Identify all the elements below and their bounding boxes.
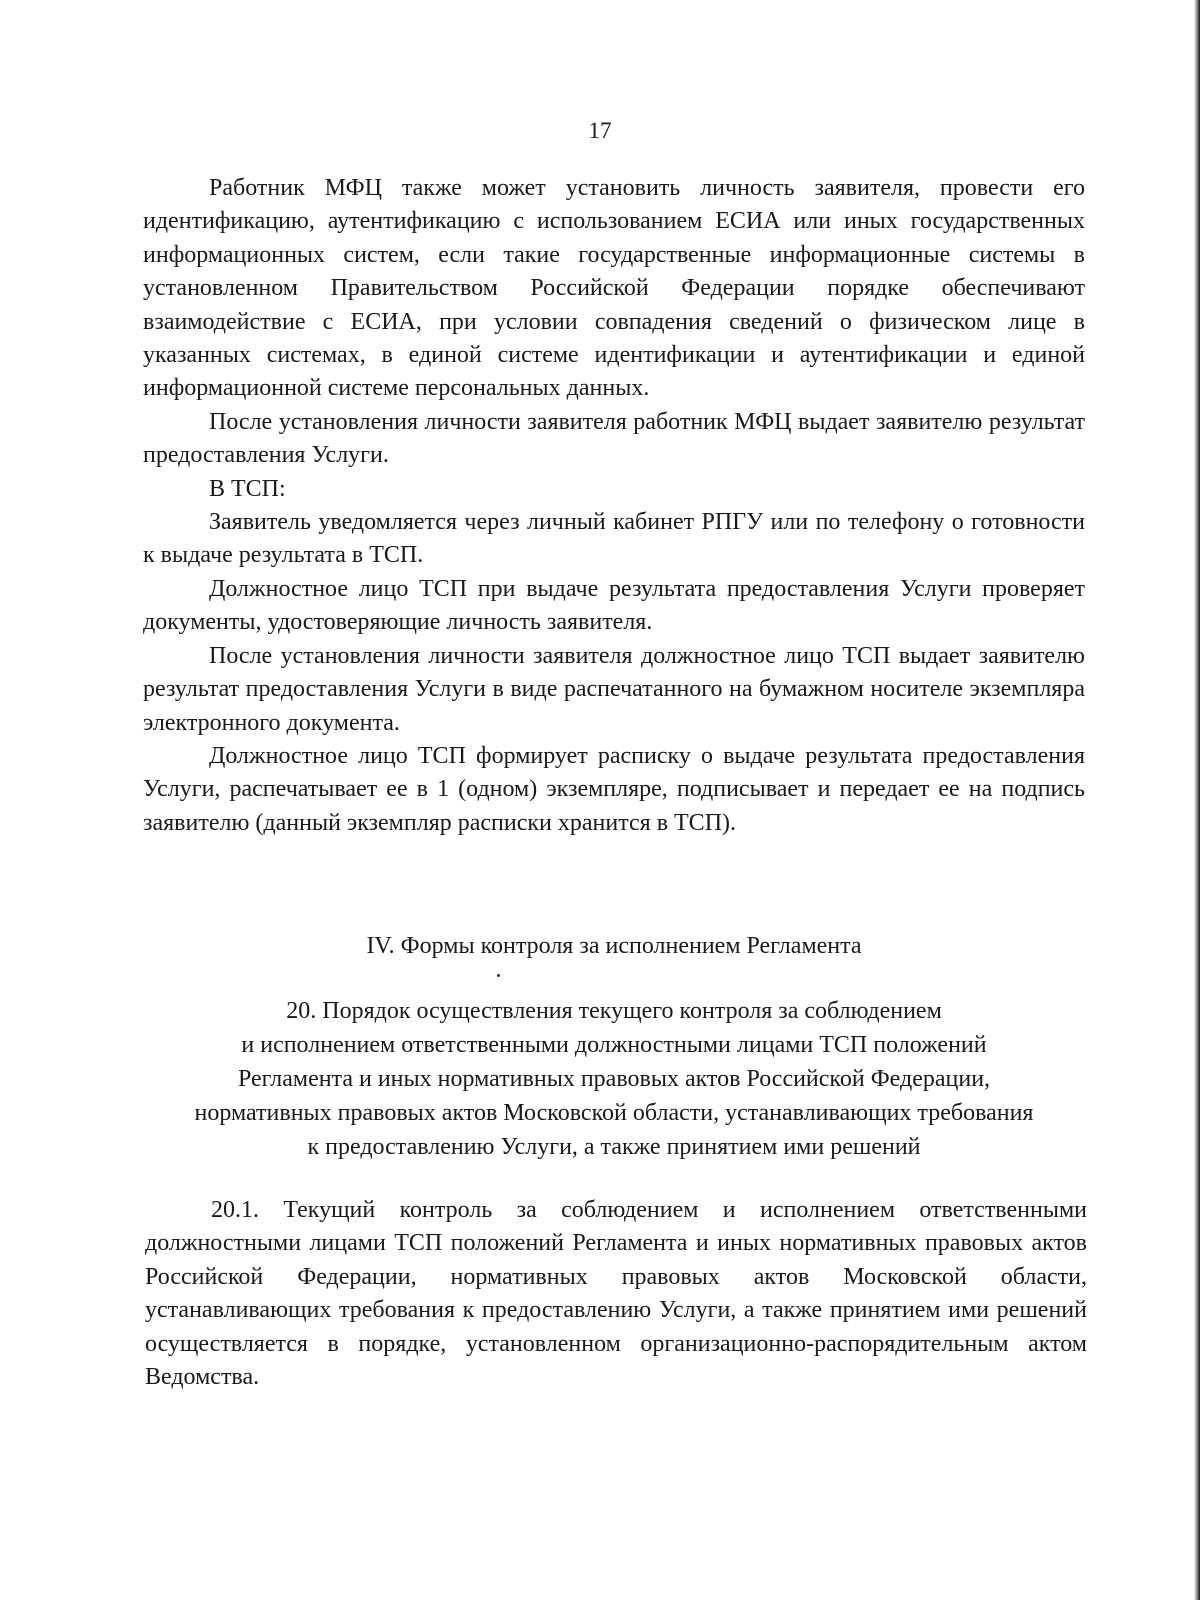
heading-block xyxy=(143,930,1085,1164)
clause-block xyxy=(145,1194,1087,1394)
paragraph-mfc-result: После установления личности заявителя работник МФЦ выдает заявителю результат предоставления Услуги. xyxy=(143,408,1085,469)
subsection-heading-line: 20. Порядок осуществления текущего контроля за соблюдением xyxy=(286,998,942,1024)
subsection-heading-line: к предоставлению Услуги, а также принятием ими решений xyxy=(307,1134,921,1160)
subsection-heading-line: и исполнением ответственными должностными лицами ТСП положений xyxy=(241,1032,987,1058)
subsection-heading-line: Регламента и иных нормативных правовых актов Российской Федерации, xyxy=(237,1066,991,1092)
section-heading: IV. Формы контроля за исполнением Регламента xyxy=(366,933,862,959)
page-number: 17 xyxy=(588,118,612,143)
paragraph-document-check: Должностное лицо ТСП при выдаче результата предоставления Услуги проверяет документы, удостоверяющие личность заявителя. xyxy=(143,575,1085,636)
body-text xyxy=(143,172,1085,840)
subsection-heading-line: нормативных правовых актов Московской области, устанавливающих требования xyxy=(194,1100,1034,1126)
paragraph-tsp-label: В ТСП: xyxy=(209,475,286,502)
scan-edge xyxy=(1194,0,1200,1600)
paragraph-notification: Заявитель уведомляется через личный кабинет РПГУ или по телефону о готовности к выдаче результата в ТСП. xyxy=(143,509,1085,569)
paragraph-receipt: Должностное лицо ТСП формирует расписку о выдаче результата предоставления Услуги, распечатывает ее в 1 (одном) экземпляре, подписывает и передает ее на подпись заявителю (данный экземпляр расписки хранится в ТСП). xyxy=(143,742,1085,836)
stray-dot xyxy=(497,974,500,977)
subsection-heading xyxy=(143,994,1085,1164)
clause-20-1: 20.1. Текущий контроль за соблюдением и исполнением ответственными должностными лицами ТСП положений Регламента и иных нормативных правовых актов Российской Федерации, нормативных правовых актов Московской области, устанавливающих требования к предоставлению Услуги, а также принятием ими решений осуществляется в порядке, установленном организационно-распорядительным актом Ведомства. xyxy=(145,1197,1087,1391)
paragraph-identification: Работник МФЦ также может установить личность заявителя, провести его идентификацию, аутентификацию с использованием ЕСИА или иных государственных информационных систем, если такие государственные информационные системы в установленном Правительством Российской Федерации порядке обеспечивают взаимодействие с ЕСИА, при условии совпадения сведений о физическом лице в указанных системах, в единой системе идентификации и аутентификации и единой информационной системе персональных данных. xyxy=(143,175,1085,402)
paragraph-tsp-result: После установления личности заявителя должностное лицо ТСП выдает заявителю результат предоставления Услуги в виде распечатанного на бумажном носителе экземпляра электронного документа. xyxy=(143,642,1085,736)
